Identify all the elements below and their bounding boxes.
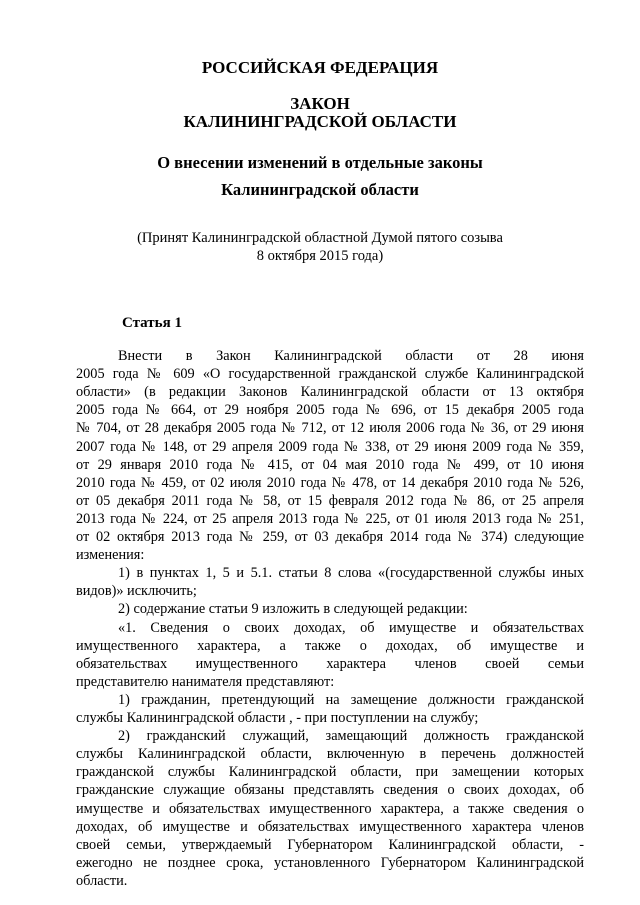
article-text-line: ежегодно не позднее срока, установленного Губернатором Калининградской	[76, 854, 584, 871]
region-heading: КАЛИНИНГРАДСКОЙ ОБЛАСТИ	[183, 112, 457, 131]
article-text-line: Внести в Закон Калининградской области от 28 июня	[118, 348, 584, 364]
article-text-line: 2005 года № 609 «О государственной гражданской службе Калининградской	[76, 366, 584, 383]
article-text-line: 2) гражданский служащий, замещающий должность гражданской	[118, 728, 584, 745]
article-text-line: доходах, об имуществе и обязательствах имущественного характера членов	[76, 818, 584, 835]
article-text-line: № 704, от 28 декабря 2005 года № 712, от 12 июля 2006 года № 36, от 29 июня	[76, 420, 584, 437]
article-text-line: изменения:	[76, 547, 145, 564]
article-text-line: 2007 года № 148, от 29 апреля 2009 года № 338, от 29 июня 2009 года № 359,	[76, 438, 584, 455]
article-text-line: представителю нанимателя представляют:	[76, 673, 335, 690]
article-text-line: видов)» исключить;	[76, 583, 197, 600]
adoption-note-line-2: 8 октября 2015 года)	[256, 248, 384, 264]
article-text-line: 2) содержание статьи 9 изложить в следующей редакции:	[118, 601, 468, 618]
article-text-line: гражданские служащие обязаны представлять сведения о своих доходах, об	[76, 782, 584, 799]
article-text-line: имущественного характера, а также о доходах, об имуществе и	[76, 637, 584, 654]
article-text-line: 2013 года № 224, от 25 апреля 2013 года № 225, от 01 июля 2013 года № 251,	[76, 510, 584, 527]
article-text-line: обязательствах имущественного характера членов своей семьи	[76, 655, 584, 672]
article-text-line: службы Калининградской области , - при поступлении на службу;	[76, 710, 479, 726]
article-text-line: 1) гражданин, претендующий на замещение должности гражданской	[118, 691, 584, 708]
article-text-line: «1. Сведения о своих доходах, об имуществе и обязательствах	[118, 619, 584, 636]
adoption-note-line-1: (Принят Калининградской областной Думой пятого созыва	[137, 230, 503, 246]
article-text-line: своей семьи, утверждаемый Губернатором Калининградской области, -	[76, 836, 584, 853]
article-text-line: от 29 января 2010 года № 415, от 04 мая 2010 года № 499, от 10 июня	[76, 456, 584, 473]
article-heading: Статья 1	[122, 315, 182, 331]
law-title-line-2: Калининградской области	[221, 180, 419, 199]
article-text-line: от 02 октября 2013 года № 259, от 03 декабря 2014 года № 374) следующие	[76, 529, 584, 545]
article-text-line: службы Калининградской области, включенную в перечень должностей	[76, 746, 584, 763]
article-text-line: от 05 декабря 2011 года № 58, от 15 февраля 2012 года № 86, от 25 апреля	[76, 492, 584, 509]
article-text-line: 2005 года № 664, от 29 ноября 2005 года № 696, от 15 декабря 2005 года	[76, 402, 584, 419]
article-text-line: 2010 года № 459, от 02 июля 2010 года № 478, от 14 декабря 2010 года № 526,	[76, 474, 584, 491]
law-title-line-1: О внесении изменений в отдельные законы	[157, 153, 483, 172]
article-text-line: области» (в редакции Законов Калининградской области от 13 октября	[76, 384, 584, 401]
article-text-line: имуществе и обязательствах имущественного характера, а также сведения о	[76, 800, 584, 817]
article-text-line: области.	[76, 872, 128, 889]
article-text-line: гражданской службы Калининградской области, при замещении которых	[76, 764, 584, 781]
article-text-line: 1) в пунктах 1, 5 и 5.1. статьи 8 слова «(государственной службы иных	[118, 565, 584, 582]
law-heading: ЗАКОН	[290, 94, 350, 113]
federation-heading: РОССИЙСКАЯ ФЕДЕРАЦИЯ	[201, 58, 439, 77]
